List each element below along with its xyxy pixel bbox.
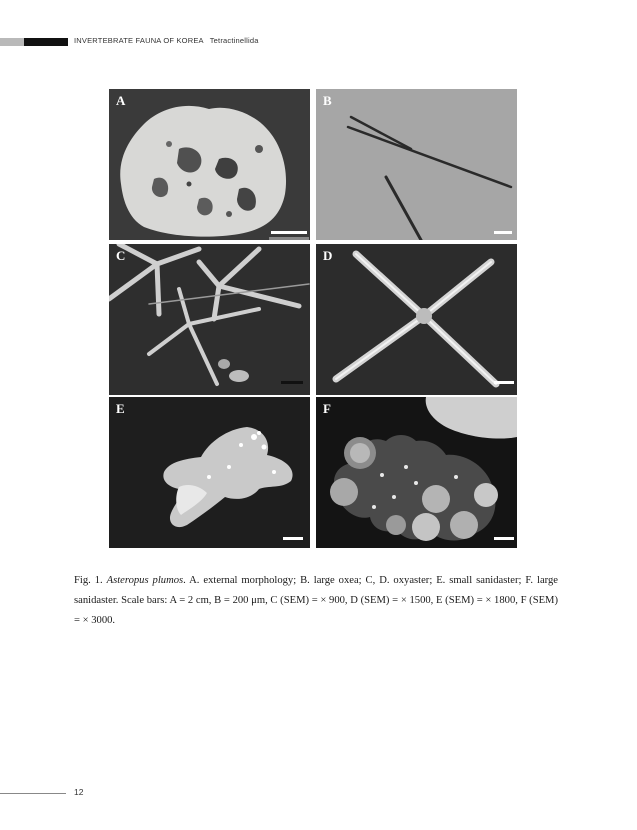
panel-d-label: D bbox=[323, 248, 333, 263]
caption-fig-label: Fig. 1. bbox=[74, 575, 103, 586]
scale-bar bbox=[271, 231, 307, 234]
figure-plates bbox=[109, 89, 518, 548]
scale-bar bbox=[283, 537, 303, 540]
caption-text: . A. external morphology; B. large oxea; C, D. oxyaster; E. small sanidaster; F. large sanidaster. Scale bars: A = 2 cm, B = 200 μm, C (SEM) = × 900, D (SEM) = × 1500, E (SEM) = × 1800, F (SEM) = × 3000. bbox=[74, 575, 558, 626]
scale-bar bbox=[494, 537, 514, 540]
page-number: 12 bbox=[74, 787, 84, 797]
panel-e-label: E bbox=[116, 401, 125, 416]
panel-f-label: F bbox=[323, 401, 331, 416]
panel-a bbox=[109, 89, 310, 240]
section-title: Tetractinellida bbox=[209, 36, 259, 45]
journal-title: INVERTEBRATE FAUNA OF KOREA bbox=[74, 36, 204, 45]
panel-a-photo bbox=[109, 89, 310, 240]
scale-bar bbox=[494, 231, 512, 234]
panel-b-label: B bbox=[323, 93, 332, 108]
panel-c-label: C bbox=[116, 248, 126, 263]
panel-f bbox=[316, 397, 517, 548]
panel-c bbox=[109, 244, 310, 395]
figure-caption bbox=[74, 571, 558, 631]
panel-e-photo bbox=[109, 397, 310, 548]
panel-c-photo bbox=[109, 244, 310, 395]
panel-d bbox=[316, 244, 517, 395]
header-bar-light bbox=[0, 38, 24, 46]
scale-bar bbox=[281, 381, 303, 384]
header-bar-dark bbox=[24, 38, 68, 46]
panel-f-photo bbox=[316, 397, 517, 548]
panel-b bbox=[316, 89, 517, 240]
scale-bar bbox=[494, 381, 514, 384]
footer-rule bbox=[0, 793, 66, 794]
panel-e bbox=[109, 397, 310, 548]
panel-a-label: A bbox=[116, 93, 126, 108]
panel-d-photo bbox=[316, 244, 517, 395]
caption-species: Asteropus plumos bbox=[106, 575, 184, 586]
running-header bbox=[74, 36, 259, 45]
panel-b-photo bbox=[316, 89, 517, 240]
